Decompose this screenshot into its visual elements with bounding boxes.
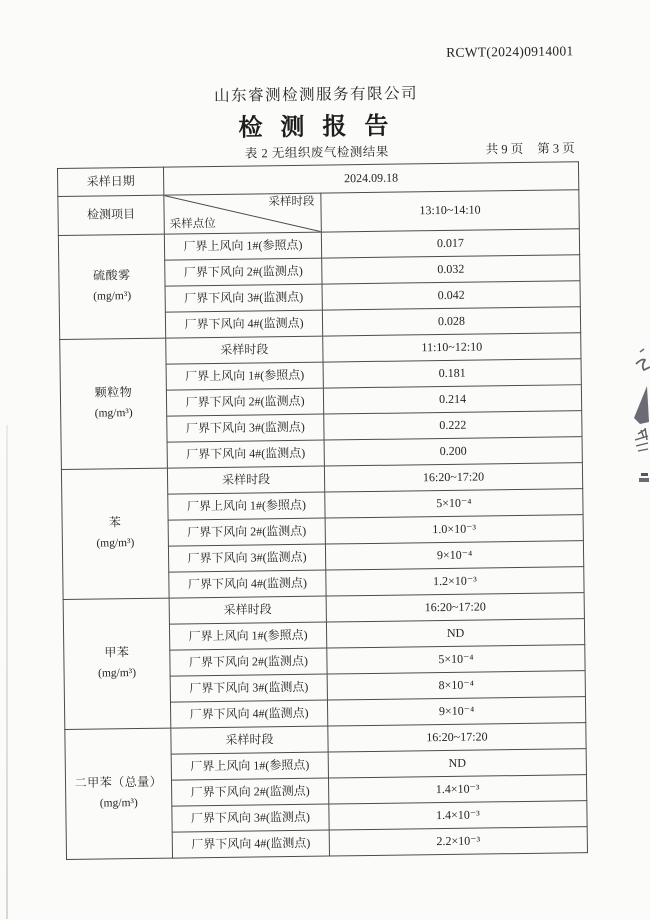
- point-cell: 厂界下风向 4#(监测点): [172, 830, 329, 858]
- point-cell: 厂界下风向 4#(监测点): [165, 310, 322, 338]
- pollutant-unit: (mg/m³): [96, 537, 135, 550]
- point-cell: 厂界下风向 3#(监测点): [167, 414, 324, 442]
- pollutant-name: 硫酸雾: [93, 268, 131, 284]
- value-cell: 8×10⁻⁴: [327, 671, 585, 700]
- point-cell: 厂界下风向 2#(监测点): [170, 648, 327, 676]
- diagonal-header-cell: [164, 193, 321, 234]
- point-cell: 厂界下风向 3#(监测点): [168, 544, 325, 572]
- handwriting-ink-marks: [616, 330, 650, 492]
- page-info: [472, 138, 575, 157]
- value-cell: 2.2×10⁻³: [329, 827, 587, 856]
- point-cell: 厂界下风向 4#(监测点): [167, 440, 324, 468]
- value-cell: 0.214: [323, 385, 581, 414]
- section-label-cell: [60, 338, 168, 469]
- value-cell: ND: [328, 749, 586, 778]
- diag-top-label: 采样时段: [268, 195, 315, 209]
- period-label-cell: 采样时段: [166, 336, 323, 364]
- value-cell: 0.042: [322, 281, 580, 310]
- value-cell: 9×10⁻⁴: [325, 541, 583, 570]
- pollutant-name: 二甲苯（总量）: [74, 775, 163, 791]
- value-cell: 0.032: [322, 255, 580, 284]
- company-name: 山东睿测检测服务有限公司: [213, 85, 419, 105]
- pollutant-name: 甲苯: [104, 645, 130, 660]
- results-table: [57, 161, 588, 860]
- pollutant-name: 颗粒物: [94, 385, 133, 401]
- value-cell: 0.181: [323, 359, 581, 388]
- diag-bottom-label: 采样点位: [169, 217, 216, 231]
- period-label-cell: 采样时段: [169, 596, 326, 624]
- value-cell: 1.0×10⁻³: [325, 515, 583, 544]
- pollutant-unit: (mg/m³): [98, 667, 137, 680]
- point-cell: 厂界下风向 4#(监测点): [169, 570, 326, 598]
- pollutant-unit: (mg/m³): [94, 407, 133, 420]
- point-cell: 厂界下风向 3#(监测点): [165, 284, 322, 312]
- pages-total: 共 9 页: [485, 141, 524, 157]
- sampling-date-value: 2024.09.18: [163, 162, 578, 195]
- point-cell: 厂界上风向 1#(参照点): [166, 362, 323, 390]
- report-title: 检 测 报 告: [238, 113, 395, 142]
- header-period-value: 13:10~14:10: [321, 190, 579, 232]
- table-header-row: [58, 190, 579, 236]
- period-value-cell: 16:20~17:20: [326, 593, 584, 622]
- point-cell: 厂界上风向 1#(参照点): [171, 752, 328, 780]
- value-cell: 1.2×10⁻³: [326, 567, 584, 596]
- point-cell: 厂界下风向 3#(监测点): [170, 674, 327, 702]
- period-label-cell: 采样时段: [167, 466, 324, 494]
- value-cell: ND: [326, 619, 584, 648]
- section-label-cell: [58, 234, 165, 339]
- period-value-cell: 11:10~12:10: [323, 333, 581, 362]
- period-label-cell: 采样时段: [171, 726, 328, 754]
- value-cell: 0.017: [321, 229, 579, 258]
- period-value-cell: 16:20~17:20: [328, 723, 586, 752]
- page-current: 第 3 页: [537, 141, 575, 156]
- point-cell: 厂界下风向 4#(监测点): [170, 700, 327, 728]
- point-cell: 厂界下风向 2#(监测点): [165, 258, 322, 286]
- point-cell: 厂界上风向 1#(参照点): [164, 232, 321, 260]
- point-cell: 厂界上风向 1#(参照点): [169, 622, 326, 650]
- value-cell: 9×10⁻⁴: [327, 697, 585, 726]
- value-cell: 0.028: [322, 307, 580, 336]
- period-value-cell: 16:20~17:20: [324, 463, 582, 492]
- table-caption: 表 2 无组织废气检测结果: [244, 144, 389, 161]
- point-cell: 厂界下风向 2#(监测点): [168, 518, 325, 546]
- value-cell: 0.200: [324, 437, 582, 466]
- value-cell: 1.4×10⁻³: [328, 775, 586, 804]
- pollutant-unit: (mg/m³): [99, 797, 138, 810]
- section-label-cell: [65, 728, 173, 859]
- pollutant-unit: (mg/m³): [93, 290, 132, 303]
- point-cell: 厂界下风向 2#(监测点): [166, 388, 323, 416]
- point-cell: 厂界下风向 3#(监测点): [172, 804, 329, 832]
- sampling-date-label: 采样日期: [57, 167, 163, 196]
- section-label-cell: [61, 468, 169, 599]
- value-cell: 5×10⁻⁴: [325, 489, 583, 518]
- value-cell: 5×10⁻⁴: [327, 645, 585, 674]
- value-cell: 1.4×10⁻³: [329, 801, 587, 830]
- report-number: RCWT(2024)0914001: [446, 43, 574, 60]
- value-cell: 0.222: [324, 411, 582, 440]
- point-cell: 厂界上风向 1#(参照点): [168, 492, 325, 520]
- section-label-cell: [63, 598, 171, 729]
- pollutant-name: 苯: [108, 515, 122, 530]
- point-cell: 厂界下风向 2#(监测点): [171, 778, 328, 806]
- item-label-cell: 检测项目: [58, 195, 165, 235]
